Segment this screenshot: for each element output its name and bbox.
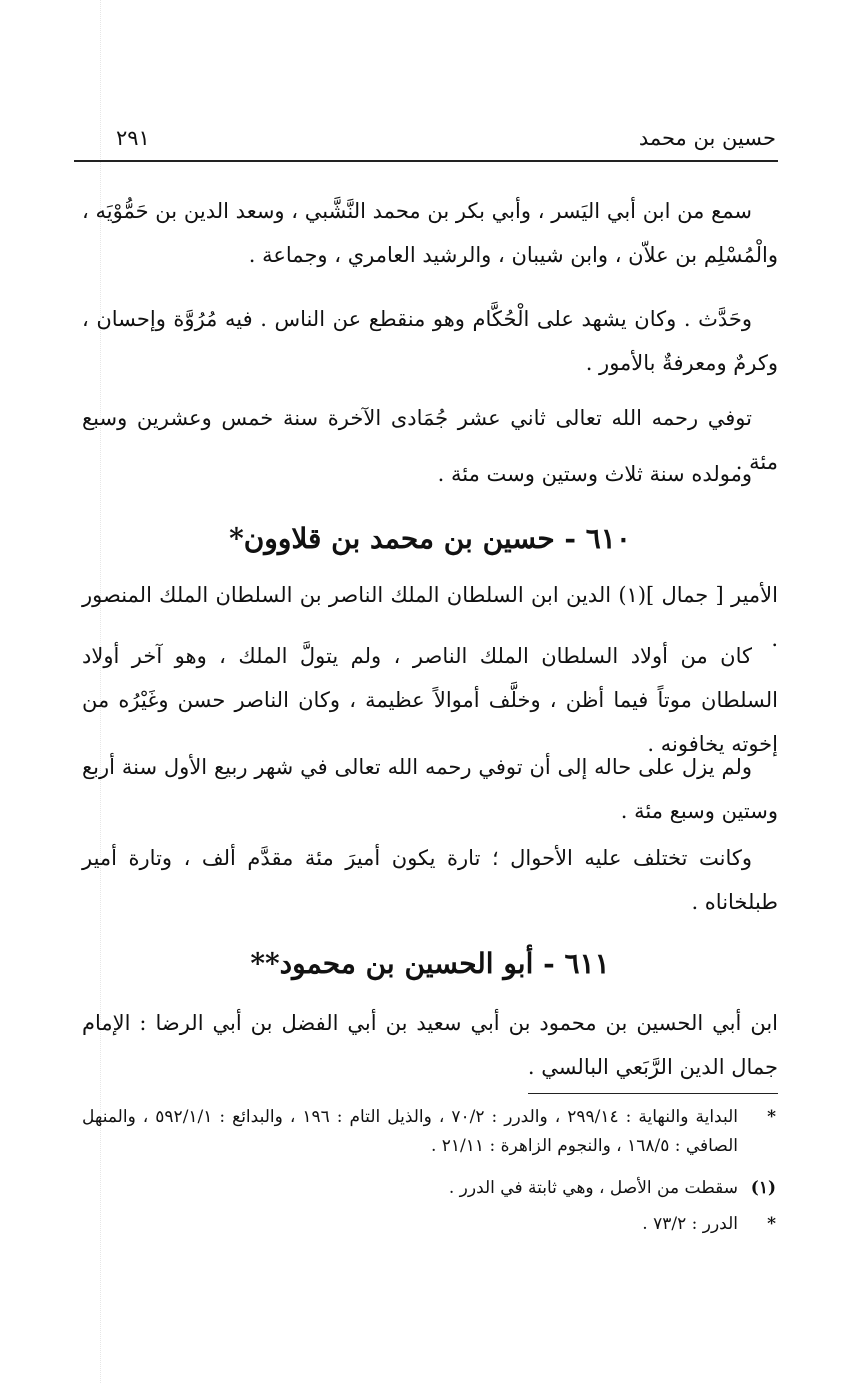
footnote-text: الدرر : ٧٣/٢ . (642, 1214, 738, 1234)
paragraph-birth: ومولده سنة ثلاث وستين وست مئة . (437, 462, 752, 486)
entry-heading-611: ٦١١ - أبو الحسين بن محمود** (250, 947, 610, 980)
footnote-text: البداية والنهاية : ٢٩٩/١٤ ، والدرر : ٧٠/٢ ، والذيل التام : ١٩٦ ، والبدائع : ٥٩٢/١/١ ، والمنهل الصافي : ١٦٨/٥ ، والنجوم الزاهرة : ٢١/١١ . (82, 1107, 738, 1156)
header-rule (74, 160, 778, 162)
footnote-mark: * (767, 1214, 776, 1234)
footnote-rule (528, 1093, 778, 1094)
footnote-mark: (١) (750, 1178, 776, 1198)
entry-610-paragraph-children: كان من أولاد السلطان الملك الناصر ، ولم يتولَّ الملك ، وهو آخر أولاد السلطان موتاً فيما أظن ، وخلَّف أموالاً عظيمة ، وكان الناصر حسن وغَيْرُه من إخوته يخافونه . (82, 644, 778, 756)
page-header (78, 126, 776, 156)
entry-610-paragraph-death: ولم يزل على حاله إلى أن توفي رحمه الله تعالى في شهر ربيع الأول سنة أربع وستين وسبع مئة . (82, 755, 778, 823)
page-number: ٢٩١ (116, 126, 150, 150)
paragraph-death: توفي رحمه الله تعالى ثاني عشر جُمَادى الآخرة سنة خمس وعشرين وسبع مئة . (82, 406, 778, 474)
entry-610-paragraph-ranks: وكانت تختلف عليه الأحوال ؛ تارة يكون أميرَ مئة مقدَّم ألف ، وتارة أمير طبلخاناه . (82, 846, 778, 914)
paragraph-narrated: وحَدَّث . وكان يشهد على الْحُكَّام وهو منقطع عن الناس . فيه مُرُوَّة وإحسان ، وكرمٌ ومعرفةٌ بالأمور . (82, 307, 778, 375)
running-title: حسين بن محمد (638, 126, 776, 150)
footnote-sources-611 (82, 1210, 776, 1239)
footnote-text: سقطت من الأصل ، وهي ثابتة في الدرر . (448, 1178, 738, 1198)
footnote-1 (82, 1174, 776, 1203)
entry-611-paragraph-lineage: ابن أبي الحسين بن محمود بن أبي سعيد بن أبي الفضل بن أبي الرضا : الإمام جمال الدين الرَّبَعي البالسي . (82, 1011, 778, 1079)
footnote-mark: * (767, 1107, 776, 1127)
paragraph-heard-from: سمع من ابن أبي اليَسر ، وأبي بكر بن محمد النَّشَّبي ، وسعد الدين بن حَمُّوْيَه ، والْمُسْلِم بن علاّن ، وابن شيبان ، والرشيد العامري ، وجماعة . (82, 199, 778, 267)
entry-heading-610: ٦١٠ - حسين بن محمد بن قلاوون* (229, 522, 631, 555)
entry-610-paragraph-title: الأمير [ جمال ](١) الدين ابن السلطان الملك الناصر بن السلطان الملك المنصور . (82, 583, 778, 651)
footnote-sources-610 (82, 1103, 776, 1161)
